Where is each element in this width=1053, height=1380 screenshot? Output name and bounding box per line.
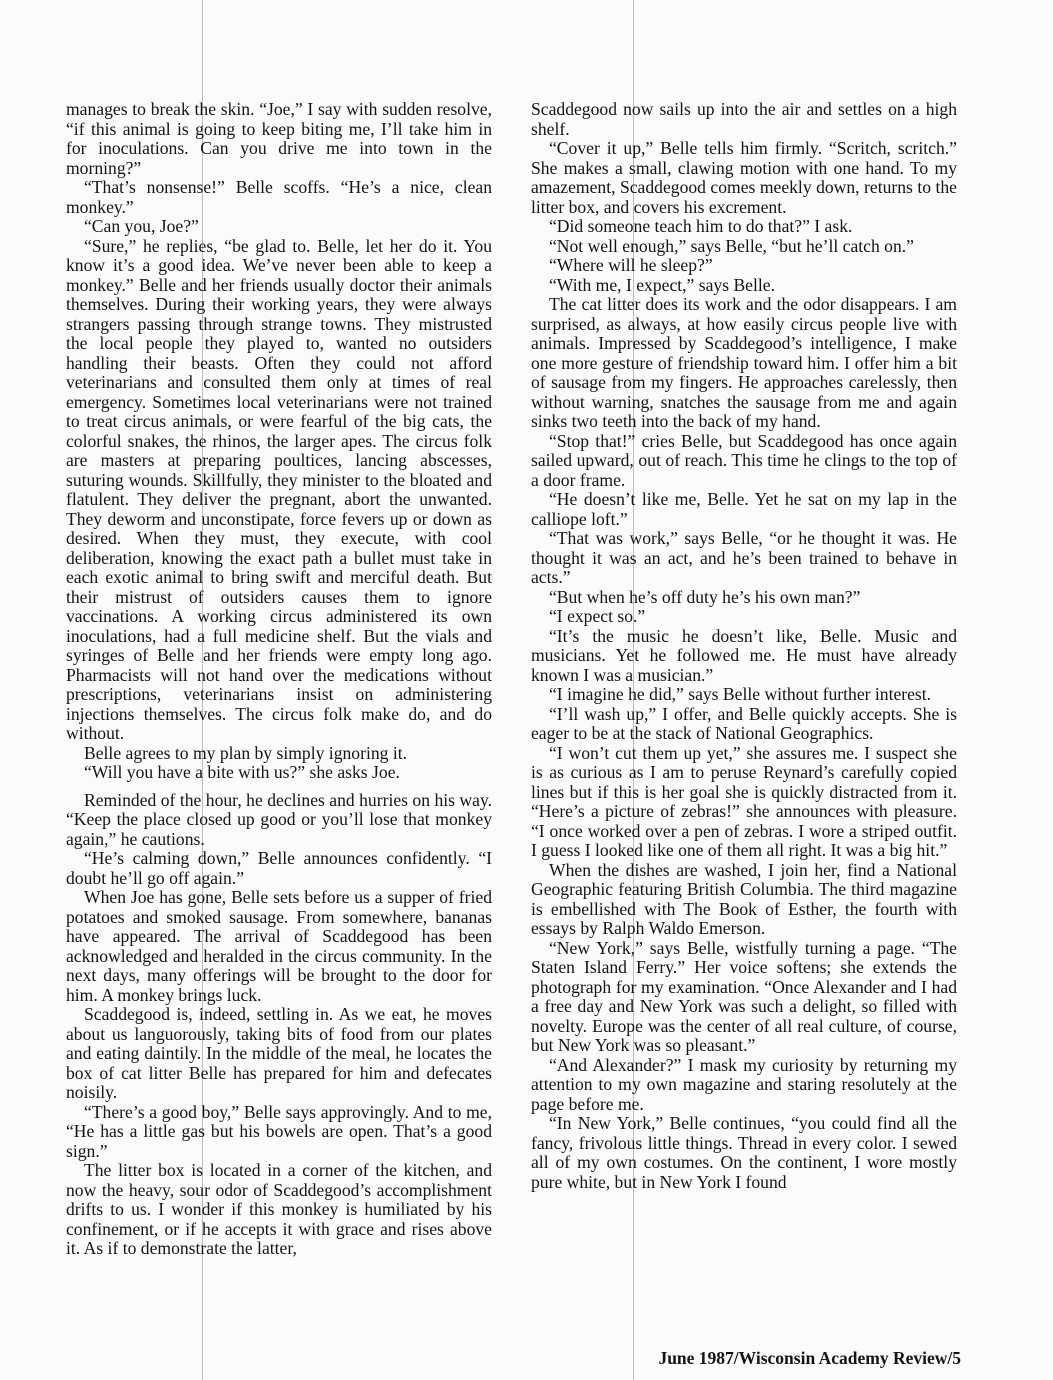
paragraph: “That was work,” says Belle, “or he thought it was. He thought it was an act, and he’s been trained to behave in acts.” — [531, 528, 957, 587]
paragraph: “I expect so.” — [549, 606, 646, 626]
paragraph: Scaddegood now sails up into the air and settles on a high shelf. — [531, 100, 957, 139]
paragraph: “Where will he sleep?” — [549, 255, 713, 275]
paragraph: Scaddegood is, indeed, settling in. As we eat, he moves about us languorously, taking bits of food from our plates and eating daintily. In the middle of the meal, he locates the box of cat litter Belle has prepared for him and defecates noisily. — [66, 1004, 492, 1102]
paragraph: When Joe has gone, Belle sets before us a supper of fried potatoes and smoked sausage. From somewhere, bananas have appeared. The arrival of Scaddegood has been acknowledged and heralded in the circus community. In the next days, many offerings will be brought to the door for him. A monkey brings luck. — [66, 887, 492, 1005]
paragraph: Reminded of the hour, he declines and hurries on his way. “Keep the place closed up good or you’ll lose that monkey again,” he cautions. — [66, 789, 492, 849]
paragraph: “Did someone teach him to do that?” I ask. — [549, 216, 853, 236]
paragraph: The litter box is located in a corner of the kitchen, and now the heavy, sour odor of Scaddegood’s accomplishment drifts to us. I wonder if this monkey is humiliated by his confinement, or if he accepts it with grace and rises above it. As if to demonstrate the latter, — [66, 1160, 492, 1258]
paragraph: “Can you, Joe?” — [84, 216, 199, 236]
paragraph: “And Alexander?” I mask my curiosity by returning my attention to my own magazine and staring resolutely at the page before me. — [531, 1054, 957, 1114]
paragraph: “I won’t cut them up yet,” she assures me. I suspect she is as curious as I am to peruse Reynard’s carefully copied lines but if this is her goal she is quickly distracted from it. “Here’s a picture of zebras!” she announces with pleasure. “I once worked over a pen of zebras. I wore a striped outfit. I guess I looked like one of them all right. It was a big hit.” — [531, 742, 957, 860]
paragraph: “Cover it up,” Belle tells him firmly. “Scritch, scritch.” She makes a small, clawing motion with one hand. To my amazement, Scaddegood comes meekly down, returns to the litter box, and covers his excrement. — [531, 138, 957, 217]
paragraph: “In New York,” Belle continues, “you could find all the fancy, frivolous little things. Thread in every color. I sewed all of my own costumes. On the continent, I wore mostly pure white, but in New York I found — [531, 1113, 957, 1192]
paragraph: “Will you have a bite with us?” she asks Joe. — [84, 762, 400, 782]
paragraph: “Sure,” he replies, “be glad to. Belle, let her do it. You know it’s a good idea. We’ve never been able to keep a monkey.” Belle and her friends usually doctor their animals themselves. During their working years, they were always strangers passing through strange towns. They mistrusted the local people they played to, wanted no outsiders handling their beasts. Often they could not afford veterinarians and consulted them only at times of real emergency. Sometimes local veterinarians were not trained to treat circus animals, or were fearful of the big cats, the colorful snakes, the rhinos, the larger apes. The circus folk are masters at preparing poultices, lancing abscesses, suturing wounds. Skillfully, they minister to the bloated and flatulent. They deliver the pregnant, abort the unwanted. They deworm and unconstipate, force fevers up or down as desired. When they must, they execute, with cool deliberation, knowing the exact path a bullet must take in each exotic animal to bring swift and merciful death. But their mistrust of outsiders causes them to ignore vaccinations. A working circus administered its own inoculations, had a full medicine shelf. But the vials and syringes of Belle and her friends were empty long ago. Pharmacists will not hand over the medications without prescriptions, veterinarians insist on administering injections themselves. The circus folk make do, and do without. — [66, 235, 492, 743]
page-footer: June 1987/Wisconsin Academy Review/5 — [658, 1348, 961, 1368]
paragraph: “With me, I expect,” says Belle. — [549, 274, 775, 295]
paragraph: “He’s calming down,” Belle announces confidently. “I doubt he’ll go off again.” — [66, 848, 492, 888]
paragraph: Belle agrees to my plan by simply ignoring it. — [84, 742, 407, 763]
paragraph: manages to break the skin. “Joe,” I say with sudden resolve, “if this animal is going to keep biting me, I’ll take him in for inoculations. Can you drive me into town in the morning?” — [66, 100, 492, 178]
paragraph: When the dishes are washed, I join her, find a National Geographic featuring British Columbia. The third magazine is embellished with The Book of Esther, the fourth with essays by Ralph Waldo Emerson. — [531, 859, 957, 938]
paragraph: “Stop that!” cries Belle, but Scaddegood has once again sailed upward, out of reach. This time he clings to the top of a door frame. — [531, 430, 957, 490]
right-column — [531, 100, 957, 1300]
paragraph: “There’s a good boy,” Belle says approvingly. And to me, “He has a little gas but his bowels are open. That’s a good sign.” — [66, 1101, 492, 1161]
left-column — [66, 100, 492, 1300]
paragraph: “I’ll wash up,” I offer, and Belle quickly accepts. She is eager to be at the stack of National Geographics. — [531, 703, 957, 743]
paragraph: “It’s the music he doesn’t like, Belle. Music and musicians. Yet he followed me. He must have already known I was a musician.” — [531, 625, 957, 685]
paragraph: “New York,” says Belle, wistfully turning a page. “The Staten Island Ferry.” Her voice softens; she extends the photograph for my examination. “Once Alexander and I had a free day and New York was such a delight, so filled with novelty. Europe was the center of all real culture, of course, but New York was so pleasant.” — [531, 937, 957, 1055]
paragraph: “I imagine he did,” says Belle without further interest. — [549, 684, 932, 704]
paragraph: “He doesn’t like me, Belle. Yet he sat on my lap in the calliope loft.” — [531, 489, 957, 529]
paragraph: “But when he’s off duty he’s his own man?” — [549, 586, 861, 607]
paragraph: “That’s nonsense!” Belle scoffs. “He’s a nice, clean monkey.” — [66, 177, 492, 217]
paragraph: “Not well enough,” says Belle, “but he’ll catch on.” — [549, 235, 914, 256]
paragraph: The cat litter does its work and the odor disappears. I am surprised, as always, at how easily circus people live with animals. Impressed by Scaddegood’s intelligence, I make one more gesture of friendship toward him. I offer him a bit of sausage from my fingers. He approaches carelessly, then without warning, snatches the sausage from me and again sinks two teeth into the back of my hand. — [531, 294, 957, 431]
